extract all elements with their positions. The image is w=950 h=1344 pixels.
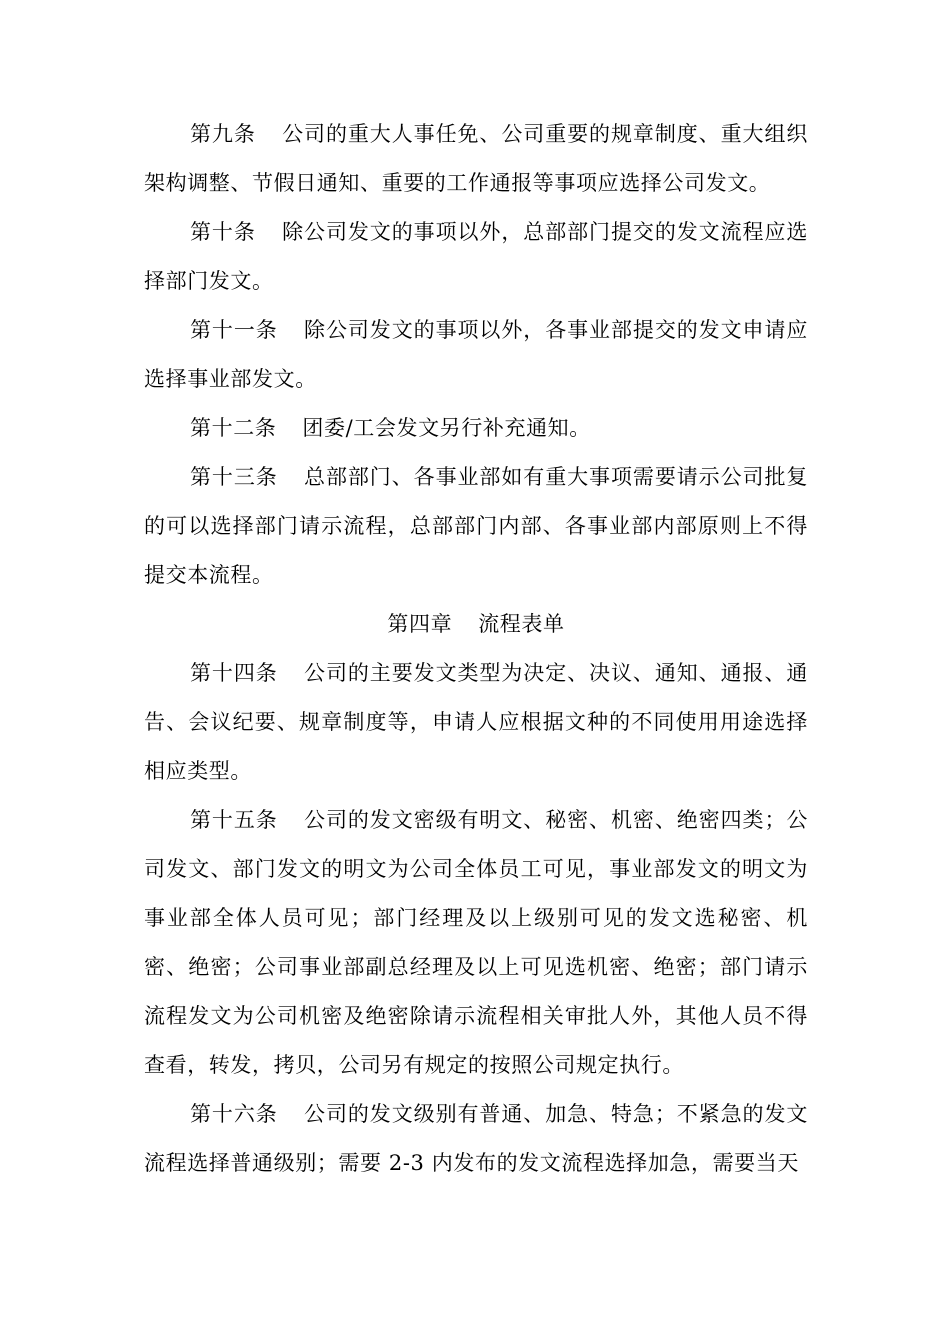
article-text: 公司的发文级别有普通、加急、特急；不紧急的发文流程选择普通级别；需要 2-3 内发布的发文流程选择加急，需要当天 bbox=[144, 1102, 808, 1175]
article-14 bbox=[144, 649, 808, 796]
chapter-number: 第四章 bbox=[387, 612, 453, 636]
article-number: 第十一条 bbox=[190, 318, 278, 342]
document-body bbox=[144, 110, 808, 1188]
article-number: 第十条 bbox=[190, 220, 256, 244]
article-10 bbox=[144, 208, 808, 306]
article-11 bbox=[144, 306, 808, 404]
article-16 bbox=[144, 1090, 808, 1188]
article-text: 公司的主要发文类型为决定、决议、通知、通报、通告、会议纪要、规章制度等，申请人应根据文种的不同使用用途选择相应类型。 bbox=[144, 661, 808, 783]
article-text: 公司的发文密级有明文、秘密、机密、绝密四类；公司发文、部门发文的明文为公司全体员工可见，事业部发文的明文为事业部全体人员可见；部门经理及以上级别可见的发文选秘密、机密、绝密；公司事业部副总经理及以上可见选机密、绝密；部门请示流程发文为公司机密及绝密除请示流程相关审批人外，其他人员不得查看，转发，拷贝，公司另有规定的按照公司规定执行。 bbox=[144, 808, 808, 1077]
article-text: 团委/工会发文另行补充通知。 bbox=[302, 416, 591, 440]
chapter-heading bbox=[144, 600, 808, 649]
article-12 bbox=[144, 404, 808, 453]
article-number: 第十四条 bbox=[190, 661, 278, 685]
article-text: 总部部门、各事业部如有重大事项需要请示公司批复的可以选择部门请示流程，总部部门内部、各事业部内部原则上不得提交本流程。 bbox=[144, 465, 808, 587]
article-15 bbox=[144, 796, 808, 1090]
article-13 bbox=[144, 453, 808, 600]
article-number: 第十三条 bbox=[190, 465, 278, 489]
article-number: 第十五条 bbox=[190, 808, 278, 832]
article-text: 公司的重大人事任免、公司重要的规章制度、重大组织架构调整、节假日通知、重要的工作通报等事项应选择公司发文。 bbox=[144, 122, 808, 195]
article-text: 除公司发文的事项以外，总部部门提交的发文流程应选择部门发文。 bbox=[144, 220, 808, 293]
article-text: 除公司发文的事项以外，各事业部提交的发文申请应选择事业部发文。 bbox=[144, 318, 808, 391]
article-9 bbox=[144, 110, 808, 208]
chapter-title: 流程表单 bbox=[478, 612, 565, 636]
article-number: 第十二条 bbox=[190, 416, 277, 440]
article-number: 第十六条 bbox=[190, 1102, 278, 1126]
article-number: 第九条 bbox=[190, 122, 256, 146]
